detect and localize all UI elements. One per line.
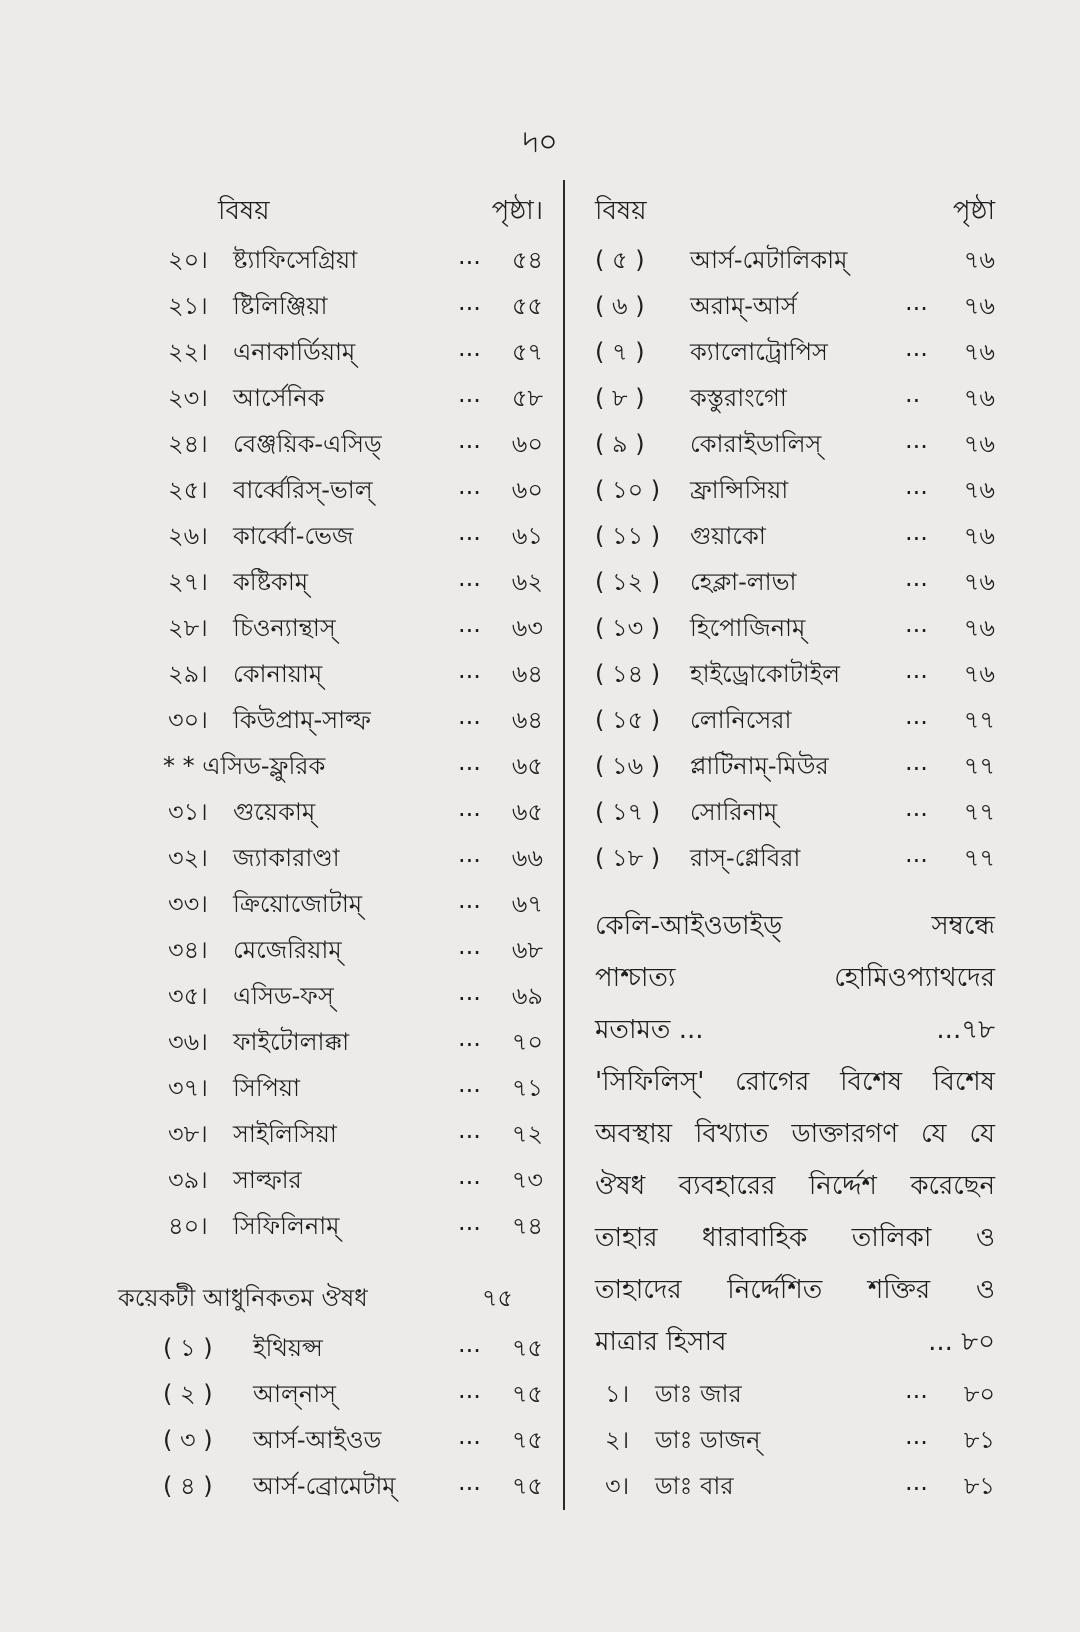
entry-name: সাল্ফার <box>233 1166 302 1194</box>
entry-leader: ... <box>458 1422 481 1450</box>
entry-number: ( ১৬ ) <box>595 752 661 780</box>
entry-number: ( ১১ ) <box>595 522 661 550</box>
entry-page: ৮১ <box>963 1472 995 1500</box>
entry-page: ৭৫ <box>511 1334 543 1362</box>
entry-number: ( ১৫ ) <box>595 706 661 734</box>
entry-name: কষ্টিকাম্ <box>233 568 309 596</box>
entry-number: ( ১২ ) <box>595 568 661 596</box>
entry-page: ৬২ <box>511 568 543 596</box>
entry-leader: ... <box>458 748 481 776</box>
entry-page: ৫৫ <box>511 292 543 320</box>
entry-leader: ... <box>905 518 928 546</box>
entry-name: কিউপ্রাম্-সাল্ফ <box>233 706 371 734</box>
entry-name: চিওন্যান্থাস্ <box>233 614 336 642</box>
text-line: অবস্থায় বিখ্যাত ডাক্তারগণ যে যে <box>595 1119 995 1149</box>
toc-entry <box>118 1162 543 1208</box>
toc-entry <box>118 840 543 886</box>
entry-number: ( ৩ ) <box>163 1426 213 1454</box>
text-line: তাহার ধারাবাহিক তালিকা ও <box>595 1223 995 1253</box>
entry-number: ৩২। <box>168 844 208 872</box>
entry-number: ( ৯ ) <box>595 430 645 458</box>
entry-page: ...৭৮ <box>936 1015 995 1045</box>
entry-page: ... ৮০ <box>928 1327 995 1357</box>
entry-page: ৭৬ <box>963 660 995 688</box>
entry-name: * * এসিড-ফ্লুরিক <box>163 752 326 780</box>
entry-name: হেক্লা-লাভা <box>690 568 797 596</box>
entry-name: এসিড-ফস্ <box>233 982 334 1010</box>
entry-number: ৩৫। <box>168 982 208 1010</box>
entry-name: এনাকার্ডিয়াম্ <box>233 338 356 366</box>
section-page: ৭৫ <box>481 1284 513 1312</box>
entry-page: ৬০ <box>511 476 543 504</box>
left-column <box>118 190 543 1514</box>
entry-leader: ... <box>458 288 481 316</box>
entry-name: কোনায়াম্ <box>233 660 323 688</box>
toc-entry <box>595 1422 995 1468</box>
entry-leader: ... <box>458 242 481 270</box>
entry-leader: ... <box>458 1162 481 1190</box>
entry-page: ৮০ <box>963 1380 995 1408</box>
entry-leader: ... <box>905 1468 928 1496</box>
entry-page: ৬১ <box>511 522 543 550</box>
entry-number: ( ১ ) <box>163 1334 213 1362</box>
toc-entry <box>118 1024 543 1070</box>
entry-number: ২৯। <box>168 660 208 688</box>
entry-name: ষ্ট্যাফিসেগ্রিয়া <box>233 246 358 274</box>
text-line: মতামত ... ...৭৮ <box>595 1004 995 1056</box>
entry-name: রাস্-গ্লেবিরা <box>690 844 801 872</box>
entry-page: ৭৬ <box>963 476 995 504</box>
entry-leader: ... <box>458 656 481 684</box>
entry-page: ৭৬ <box>963 292 995 320</box>
entry-name: সিফিলিনাম্ <box>233 1212 340 1240</box>
entry-number: ৩৮। <box>168 1120 208 1148</box>
entry-name: আল্নাস্ <box>253 1380 337 1408</box>
column-divider <box>563 180 565 1510</box>
left-header <box>118 190 543 242</box>
toc-entry <box>118 794 543 840</box>
toc-entry <box>118 518 543 564</box>
right-header <box>595 190 995 242</box>
entry-page: ৫৮ <box>511 384 543 412</box>
section-title: কয়েকটী আধুনিকতম ঔষধ <box>118 1284 368 1312</box>
toc-entry <box>118 242 543 288</box>
toc-entry <box>118 978 543 1024</box>
entry-page: ৬০ <box>511 430 543 458</box>
entry-number: ৩৭। <box>168 1074 208 1102</box>
entry-name: অরাম্-আর্স <box>690 292 797 320</box>
toc-entry <box>118 380 543 426</box>
entry-leader: ... <box>458 932 481 960</box>
entry-page: ৬৭ <box>511 890 543 918</box>
entry-leader: ... <box>458 702 481 730</box>
entry-leader: ... <box>458 840 481 868</box>
entry-name: ডাঃ বার <box>655 1472 734 1500</box>
toc-entry <box>595 518 995 564</box>
entry-leader: ... <box>458 334 481 362</box>
text-line: কেলি-আইওডাইড্ সম্বন্ধে <box>595 911 995 941</box>
toc-entry <box>595 1468 995 1514</box>
entry-name: ফাইটোলাক্কা <box>233 1028 350 1056</box>
entry-number: ৩৬। <box>168 1028 208 1056</box>
entry-page: ৬৫ <box>511 798 543 826</box>
entry-name: গুয়াকো <box>690 522 766 550</box>
toc-entry <box>118 1208 543 1254</box>
entry-number: ( ৮ ) <box>595 384 645 412</box>
entry-leader: ... <box>458 1208 481 1236</box>
entry-name: গুয়েকাম্ <box>233 798 316 826</box>
modern-medicines-heading <box>118 1272 543 1330</box>
entry-leader: ... <box>458 380 481 408</box>
entry-number: ২২। <box>168 338 208 366</box>
toc-entry <box>118 426 543 472</box>
entry-leader: ... <box>458 1070 481 1098</box>
entry-name: প্লাটিনাম্-মিউর <box>690 752 829 780</box>
entry-leader: ... <box>458 978 481 1006</box>
entry-number: ( ১৩ ) <box>595 614 661 642</box>
toc-entry <box>118 1468 543 1514</box>
kali-iodide-paragraph <box>595 900 995 1056</box>
toc-entry <box>595 564 995 610</box>
toc-entry <box>595 472 995 518</box>
entry-number: ২৪। <box>168 430 208 458</box>
entry-number: ( ১৭ ) <box>595 798 661 826</box>
entry-leader: ... <box>905 426 928 454</box>
entry-leader: ... <box>905 610 928 638</box>
modern-medicines-list <box>118 1330 543 1514</box>
entry-number: ৪০। <box>168 1212 208 1240</box>
toc-entry <box>595 288 995 334</box>
toc-entry <box>595 334 995 380</box>
entry-name: লোনিসেরা <box>690 706 792 734</box>
entry-leader: ... <box>905 702 928 730</box>
toc-entry <box>595 840 995 886</box>
entry-number: ( ২ ) <box>163 1380 213 1408</box>
entry-number: ( ৪ ) <box>163 1472 213 1500</box>
entry-page: ৭৬ <box>963 522 995 550</box>
entry-page: ৬৪ <box>511 706 543 734</box>
right-entry-list <box>595 242 995 886</box>
entry-page: ৬৪ <box>511 660 543 688</box>
entry-name: সাইলিসিয়া <box>233 1120 337 1148</box>
toc-entry <box>595 610 995 656</box>
syphilis-paragraph <box>595 1056 995 1368</box>
entry-number: ( ১৪ ) <box>595 660 661 688</box>
entry-page: ৬৩ <box>511 614 543 642</box>
entry-page: ৫৭ <box>511 338 543 366</box>
entry-name: আর্স-ব্রোমেটাম্ <box>253 1472 396 1500</box>
entry-page: ৭৬ <box>963 430 995 458</box>
entry-name: বেঞ্জয়িক-এসিড্ <box>233 430 382 458</box>
entry-number: ৩৩। <box>168 890 208 918</box>
entry-page: ৭৬ <box>963 384 995 412</box>
entry-page: ৬৯ <box>511 982 543 1010</box>
entry-number: ২৮। <box>168 614 208 642</box>
entry-number: ২। <box>605 1426 630 1454</box>
toc-entry <box>118 702 543 748</box>
entry-name: ক্রিয়োজোটাম্ <box>233 890 363 918</box>
entry-name: আর্স-আইওড <box>253 1426 382 1454</box>
entry-page: ৬৮ <box>511 936 543 964</box>
entry-page: ৭৪ <box>511 1212 543 1240</box>
page-heading: পৃষ্ঠা <box>952 196 995 226</box>
entry-page: ৭৭ <box>963 844 995 872</box>
entry-name: ইথিয়প্স <box>253 1334 323 1362</box>
page-number: ৸০ <box>522 125 558 160</box>
entry-name: ফ্রান্সিসিয়া <box>690 476 789 504</box>
entry-number: ( ১৮ ) <box>595 844 661 872</box>
entry-page: ৭৬ <box>963 614 995 642</box>
entry-name: কার্ব্বো-ভেজ <box>233 522 354 550</box>
entry-page: ৭৫ <box>511 1472 543 1500</box>
entry-number: ২৫। <box>168 476 208 504</box>
text-line: 'সিফিলিস্' রোগের বিশেষ বিশেষ <box>595 1067 995 1097</box>
entry-number: ৩৪। <box>168 936 208 964</box>
toc-entry <box>595 242 995 288</box>
entry-leader: ... <box>458 518 481 546</box>
text-line: ঔষধ ব্যবহারের নির্দ্দেশ করেছেন <box>595 1171 995 1201</box>
entry-number: ২৩। <box>168 384 208 412</box>
entry-name: হিপোজিনাম্ <box>690 614 806 642</box>
entry-leader: ... <box>905 840 928 868</box>
toc-entry <box>118 1116 543 1162</box>
entry-name: কস্তুরাংগো <box>690 384 787 412</box>
entry-number: ২১। <box>168 292 208 320</box>
entry-leader: ... <box>905 564 928 592</box>
entry-number: ( ৭ ) <box>595 338 645 366</box>
entry-name: ক্যালোট্রোপিস <box>690 338 828 366</box>
entry-name: কোরাইডালিস্ <box>690 430 822 458</box>
entry-leader: ... <box>905 656 928 684</box>
entry-name: আর্সেনিক <box>233 384 325 412</box>
toc-entry <box>118 656 543 702</box>
toc-entry <box>118 1422 543 1468</box>
entry-name: জ্যাকারাণ্ডা <box>233 844 340 872</box>
toc-entry <box>118 472 543 518</box>
toc-entry <box>118 564 543 610</box>
entry-page: ৭১ <box>511 1074 543 1102</box>
entry-page: ৭৭ <box>963 798 995 826</box>
toc-entry <box>118 334 543 380</box>
toc-entry <box>118 748 543 794</box>
entry-leader: ... <box>458 564 481 592</box>
entry-leader: ... <box>458 1330 481 1358</box>
entry-leader: ... <box>458 794 481 822</box>
toc-entry <box>595 1376 995 1422</box>
page-heading: পৃষ্ঠা। <box>491 196 543 226</box>
entry-page: ৭৩ <box>511 1166 543 1194</box>
toc-entry <box>118 288 543 334</box>
toc-entry <box>118 610 543 656</box>
entry-leader: ... <box>458 886 481 914</box>
entry-name: সিপিয়া <box>233 1074 300 1102</box>
entry-page: ৭২ <box>511 1120 543 1148</box>
text-line: মাত্রার হিসাব ... ৮০ <box>595 1316 995 1368</box>
entry-name: সোরিনাম্ <box>690 798 778 826</box>
entry-page: ৭৫ <box>511 1380 543 1408</box>
toc-entry <box>595 794 995 840</box>
entry-number: ৩১। <box>168 798 208 826</box>
entry-leader: ... <box>458 1024 481 1052</box>
toc-entry <box>595 702 995 748</box>
entry-leader: ... <box>458 426 481 454</box>
entry-name: আর্স-মেটালিকাম্ <box>690 246 848 274</box>
entry-page: ৭০ <box>511 1028 543 1056</box>
entry-leader: ... <box>458 1116 481 1144</box>
entry-number: ২৭। <box>168 568 208 596</box>
entry-page: ৬৬ <box>511 844 543 872</box>
entry-page: ৭৭ <box>963 706 995 734</box>
toc-entry <box>595 380 995 426</box>
entry-leader: ... <box>905 748 928 776</box>
right-column <box>595 190 995 1514</box>
subject-heading: বিষয় <box>595 196 647 226</box>
entry-leader: ... <box>905 334 928 362</box>
entry-number: ২৬। <box>168 522 208 550</box>
text-line: পাশ্চাত্য হোমিওপ্যাথদের <box>595 963 995 993</box>
entry-number: ( ১০ ) <box>595 476 661 504</box>
subject-heading: বিষয় <box>218 196 270 226</box>
entry-number: ৩। <box>605 1472 630 1500</box>
entry-number: ১। <box>605 1380 630 1408</box>
toc-entry <box>118 932 543 978</box>
entry-page: ৭৭ <box>963 752 995 780</box>
entry-leader: ... <box>905 472 928 500</box>
toc-entry <box>118 1330 543 1376</box>
toc-entry <box>118 1070 543 1116</box>
toc-entry <box>118 1376 543 1422</box>
entry-name: ষ্টিলিঞ্জিয়া <box>233 292 328 320</box>
toc-entry <box>595 748 995 794</box>
entry-page: ৫৪ <box>511 246 543 274</box>
toc-entry <box>595 656 995 702</box>
entry-page: ৬৫ <box>511 752 543 780</box>
entry-leader: ... <box>458 610 481 638</box>
entry-leader: ... <box>905 1376 928 1404</box>
toc-entry <box>595 426 995 472</box>
entry-leader: ... <box>905 1422 928 1450</box>
toc-entry <box>118 886 543 932</box>
entry-name: ডাঃ জার <box>655 1380 742 1408</box>
entry-number: ৩৯। <box>168 1166 208 1194</box>
entry-page: ৭৬ <box>963 568 995 596</box>
entry-page: ৭৬ <box>963 246 995 274</box>
entry-leader: ... <box>905 288 928 316</box>
entry-name: হাইড্রোকোটাইল <box>690 660 841 688</box>
entry-number: ( ৫ ) <box>595 246 645 274</box>
entry-name: ডাঃ ডাজন্ <box>655 1426 761 1454</box>
entry-leader: ... <box>458 1376 481 1404</box>
entry-number: ৩০। <box>168 706 208 734</box>
entry-page: ৮১ <box>963 1426 995 1454</box>
entry-leader: ... <box>458 472 481 500</box>
text-line: তাহাদের নির্দ্দেশিত শক্তির ও <box>595 1275 995 1305</box>
entry-page: ৭৫ <box>511 1426 543 1454</box>
entry-name: বার্ব্বেরিস্-ভাল্ <box>233 476 373 504</box>
left-entry-list <box>118 242 543 1254</box>
entry-leader: .. <box>905 380 921 408</box>
entry-leader: ... <box>905 794 928 822</box>
entry-number: ২০। <box>168 246 208 274</box>
entry-page: ৭৬ <box>963 338 995 366</box>
entry-number: ( ৬ ) <box>595 292 645 320</box>
entry-leader: ... <box>458 1468 481 1496</box>
entry-name: মেজেরিয়াম্ <box>233 936 342 964</box>
doctor-list <box>595 1376 995 1514</box>
